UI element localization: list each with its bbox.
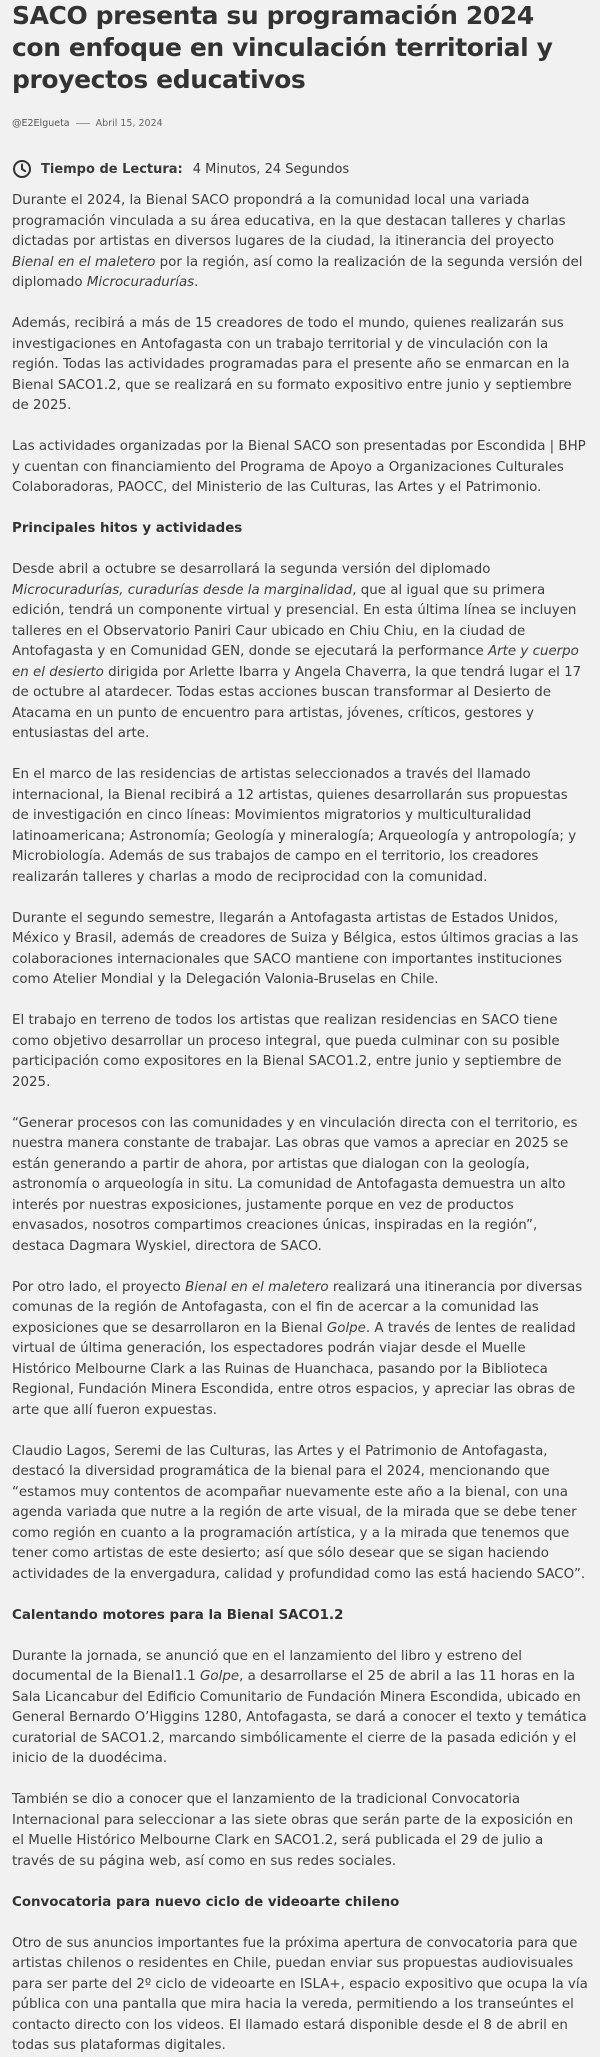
paragraph: Las actividades organizadas por la Bienal SACO son presentadas por Escondida | BHP y cuentan con financiamiento del Programa de Apoyo a Organizaciones Culturales Colaboradoras, PAOCC, del Ministerio de las Culturas, las Artes y el Patrimonio.: [12, 439, 586, 495]
section-heading: Convocatoria para nuevo ciclo de videoarte chileno: [12, 1894, 400, 1910]
paragraph: Durante el 2024, la Bienal SACO propondrá a la comunidad local una variada programación vinculada a su área educativa, en la que destacan talleres y charlas dictadas por artistas en diversos lugares de la ciudad, la itinerancia del proyecto Bienal en el maletero por la región, así como la realización de la segunda versión del diplomado Microcuradurías.: [12, 193, 583, 290]
article-body: [12, 191, 588, 2057]
paragraph: Durante la jornada, se anunció que en el lanzamiento del libro y estreno del documental de la Bienal1.1 Golpe, a desarrollarse el 25 de abril a las 11 horas en la Sala Licancabur del Edificio Comunitario de Fundación Minera Escondida, ubicado en General Bernardo O’Higgins 1280, Antofagasta, se dará a conocer el texto y temática curatorial de SACO1.2, marcando simbólicamente el cierre de la pasada edición y el inicio de la duodécima.: [12, 1648, 587, 1766]
section-heading: Principales hitos y actividades: [12, 521, 243, 536]
reading-time-label: Tiempo de Lectura:: [41, 161, 183, 177]
paragraph: Claudio Lagos, Seremi de las Culturas, las Artes y el Patrimonio de Antofagasta, destacó la diversidad programática de la bienal para el 2024, mencionando que “estamos muy contentos de acompañar nuevamente este año a la bienal, con una agenda variada que nutre a la región de arte visual, de la mirada que se debe tener como región en cuanto a la programación artística, y a la mirada que tenemos que tener como artistas de este desierto; así que sólo desear que se sigan haciendo actividades de la envergadura, calidad y profundidad como las está haciendo SACO”.: [12, 1443, 586, 1582]
meta-separator: [76, 123, 90, 124]
quote-paragraph: “Generar procesos con las comunidades y en vinculación directa con el territorio, es nuestra manera constante de trabajar. Las obras que vamos a apreciar en 2025 se están generando a partir de ahora, por artistas que dialogan con la geología, astronomía o arqueología in situ. La comunidad de Antofagasta demuestra un alto interés por nuestras exposiciones, justamente porque en vez de productos envasados, nosotros compartimos creaciones únicas, inspiradas en la región”, destaca Dagmara Wyskiel, directora de SACO.: [12, 1115, 578, 1254]
paragraph: En el marco de las residencias de artistas seleccionados a través del llamado internacional, la Bienal recibirá a 12 artistas, quienes desarrollarán sus propuestas de investigación en cinco líneas: Movimientos migratorios y multiculturalidad latinoamericana; Astronomía; Geología y mineralogía; Arqueología y antropología; y Microbiología. Además de sus trabajos de campo en el territorio, los creadores realizarán talleres y charlas a modo de reciprocidad con la comunidad.: [12, 767, 577, 885]
author-link[interactable]: @E2Elgueta: [12, 118, 70, 129]
paragraph: Además, recibirá a más de 15 creadores de todo el mundo, quienes realizarán sus investigaciones en Antofagasta con un trabajo territorial y de vinculación con la región. Todas las actividades programadas para el presente año se enmarcan en la Bienal SACO1.2, que se realizará en su formato expositivo entre junio y septiembre de 2025.: [12, 316, 572, 413]
paragraph: Otro de sus anuncios importantes fue la próxima apertura de convocatoria para que artistas chilenos o residentes en Chile, puedan enviar sus propuestas audiovisuales para ser parte del 2º ciclo de videoarte en ISLA+, espacio expositivo que ocupa la vía pública con una pantalla que mira hacia la vereda, permitiendo a los transeúntes el contacto directo con los videos. El llamado estará disponible desde el 8 de abril en todas sus plataformas digitales.: [12, 1935, 588, 2053]
article-meta: [12, 118, 588, 129]
clock-icon: [12, 159, 32, 179]
paragraph: Por otro lado, el proyecto Bienal en el maletero realizará una itinerancia por diversas comunas de la región de Antofagasta, con el fin de acercar a la comunidad las exposiciones que se desarrollaron en la Bienal Golpe. A través de lentes de realidad virtual de última generación, los espectadores podrán viajar desde el Muelle Histórico Melbourne Clark a las Ruinas de Huanchaca, pasando por la Biblioteca Regional, Fundación Minera Escondida, entre otros espacios, y apreciar las obras de arte que allí fueron expuestas.: [12, 1279, 583, 1418]
article-title: SACO presenta su programación 2024 con enfoque en vinculación territorial y proyectos educativos: [12, 1, 553, 94]
section-heading: Calentando motores para la Bienal SACO1.2: [12, 1607, 344, 1623]
paragraph: También se dio a conocer que el lanzamiento de la tradicional Convocatoria Internacional para seleccionar a las siete obras que serán parte de la exposición en el Muelle Histórico Melbourne Clark en SACO1.2, será publicada el 29 de julio a través de su página web, así como en sus redes sociales.: [12, 1792, 574, 1869]
paragraph: Desde abril a octubre se desarrollará la segunda versión del diplomado Microcuradurías, curadurías desde la marginalidad, que al igual que su primera edición, tendrá un componente virtual y presencial. En esta última línea se incluyen talleres en el Observatorio Paniri Caur ubicado en Chiu Chiu, en la ciudad de Antofagasta y en Comunidad GEN, donde se ejecutará la performance Arte y cuerpo en el desierto dirigida por Arlette Ibarra y Angela Chaverra, la que tendrá lugar el 17 de octubre al atardecer. Todas estas acciones buscan transformar al Desierto de Atacama en un punto de encuentro para artistas, jóvenes, críticos, gestores y entusiastas del arte.: [12, 562, 582, 741]
reading-time: [12, 159, 588, 179]
paragraph: El trabajo en terreno de todos los artistas que realizan residencias en SACO tiene como objetivo desarrollar un proceso integral, que pueda culminar con su posible participación como expositores en la Bienal SACO1.2, entre junio y septiembre de 2025.: [12, 1013, 562, 1090]
publish-date: Abril 15, 2024: [95, 118, 163, 129]
reading-time-value: 4 Minutos, 24 Segundos: [192, 161, 350, 177]
paragraph: Durante el segundo semestre, llegarán a Antofagasta artistas de Estados Unidos, México y Brasil, además de creadores de Suiza y Bélgica, estos últimos gracias a las colaboraciones internacionales que SACO mantiene con importantes instituciones como Atelier Mondial y la Delegación Valonia-Bruselas en Chile.: [12, 910, 579, 987]
